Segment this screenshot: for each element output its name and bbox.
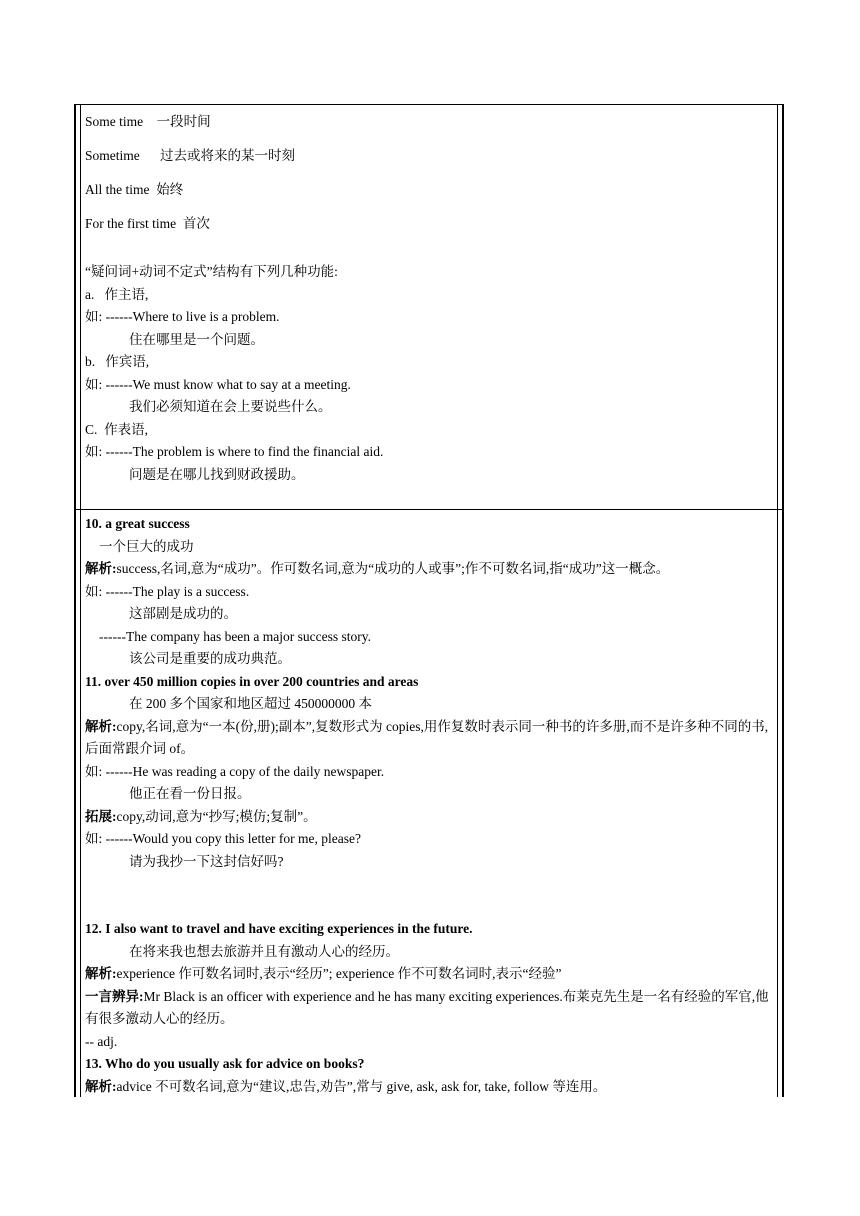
example-b: 如: ------We must know what to say at a meeting.	[85, 376, 351, 392]
phrase-zh: 一段时间	[156, 114, 211, 129]
phrase-en: Sometime	[85, 148, 140, 163]
phrase-zh: 始终	[156, 182, 184, 197]
phrase-en: For the first time	[85, 216, 177, 231]
row-divider	[76, 509, 782, 510]
content-table	[74, 104, 784, 1097]
item13-analysis: 解析:advice 不可数名词,意为“建议,忠告,劝告”,常与 give, ask, ask for, take, follow 等连用。	[85, 1078, 607, 1094]
item11-title: 11. over 450 million copies in over 200 countries and areas	[85, 673, 419, 689]
point-c: C. 作表语,	[85, 421, 149, 437]
item11-translation1: 他正在看一份日报。	[129, 786, 251, 801]
phrase-en: Some time	[85, 114, 144, 129]
item12-title-zh: 在将来我也想去旅游并且有激动人心的经历。	[129, 943, 399, 959]
phrase-zh: 过去或将来的某一时刻	[160, 148, 295, 163]
item11-translation2: 请为我抄一下这封信好吗?	[129, 853, 284, 869]
item10-title: 10. a great success	[85, 516, 190, 531]
phrase-zh: 首次	[182, 216, 210, 231]
item11-title-zh: 在 200 多个国家和地区超过 450000000 本	[129, 696, 372, 711]
phrase-sometime	[85, 145, 773, 179]
table-cell-bottom	[85, 513, 773, 1098]
translation-c: 问题是在哪儿找到财政援助。	[129, 466, 305, 482]
phrase-first-time	[85, 213, 773, 247]
wh-infinitive-intro: “疑问词+动词不定式”结构有下列几种功能:	[85, 264, 338, 279]
item10-translation2: 该公司是重要的成功典范。	[129, 651, 291, 666]
item12-analysis: 解析:experience 作可数名词时,表示“经历”; experience 作不可数名词时,表示“经验”	[85, 966, 562, 981]
item11-extension: 拓展:copy,动词,意为“抄写;模仿;复制”。	[85, 808, 317, 824]
phrase-some-time	[85, 111, 773, 145]
item13-title: 13. Who do you usually ask for advice on books?	[85, 1056, 365, 1071]
phrase-all-the-time	[85, 179, 773, 213]
point-b: b. 作宾语,	[85, 354, 150, 369]
item12-tail: -- adj.	[85, 1033, 118, 1049]
point-a: a. 作主语,	[85, 286, 149, 302]
item11-example1: 如: ------He was reading a copy of the daily newspaper.	[85, 763, 385, 779]
example-a: 如: ------Where to live is a problem.	[85, 309, 280, 324]
item10-example2: ------The company has been a major success story.	[99, 628, 372, 644]
item11-analysis: 解析:copy,名词,意为“一本(份,册);副本”,复数形式为 copies,用作复数时表示同一种书的许多册,而不是许多种不同的书,后面常跟介词 of。	[85, 718, 769, 756]
item10-translation1: 这部剧是成功的。	[129, 606, 237, 621]
translation-a: 住在哪里是一个问题。	[129, 331, 264, 347]
phrase-en: All the time	[85, 182, 150, 197]
item10-analysis: 解析:success,名词,意为“成功”。作可数名词,意为“成功的人或事”;作不可数名词,指“成功”这一概念。	[85, 561, 670, 576]
translation-b: 我们必须知道在会上要说些什么。	[129, 399, 332, 414]
item12-title: 12. I also want to travel and have exciting experiences in the future.	[85, 921, 473, 936]
table-cell-top	[85, 111, 773, 486]
example-c: 如: ------The problem is where to find the financial aid.	[85, 444, 384, 459]
item10-title-zh: 一个巨大的成功	[99, 538, 194, 554]
item10-example1: 如: ------The play is a success.	[85, 583, 250, 599]
item12-distinguish: 一言辨异:Mr Black is an officer with experience and he has many exciting experiences.布莱克先生是一名有经验的军官,他有很多激动人心的经历。	[85, 988, 769, 1026]
item11-example2: 如: ------Would you copy this letter for me, please?	[85, 831, 361, 846]
